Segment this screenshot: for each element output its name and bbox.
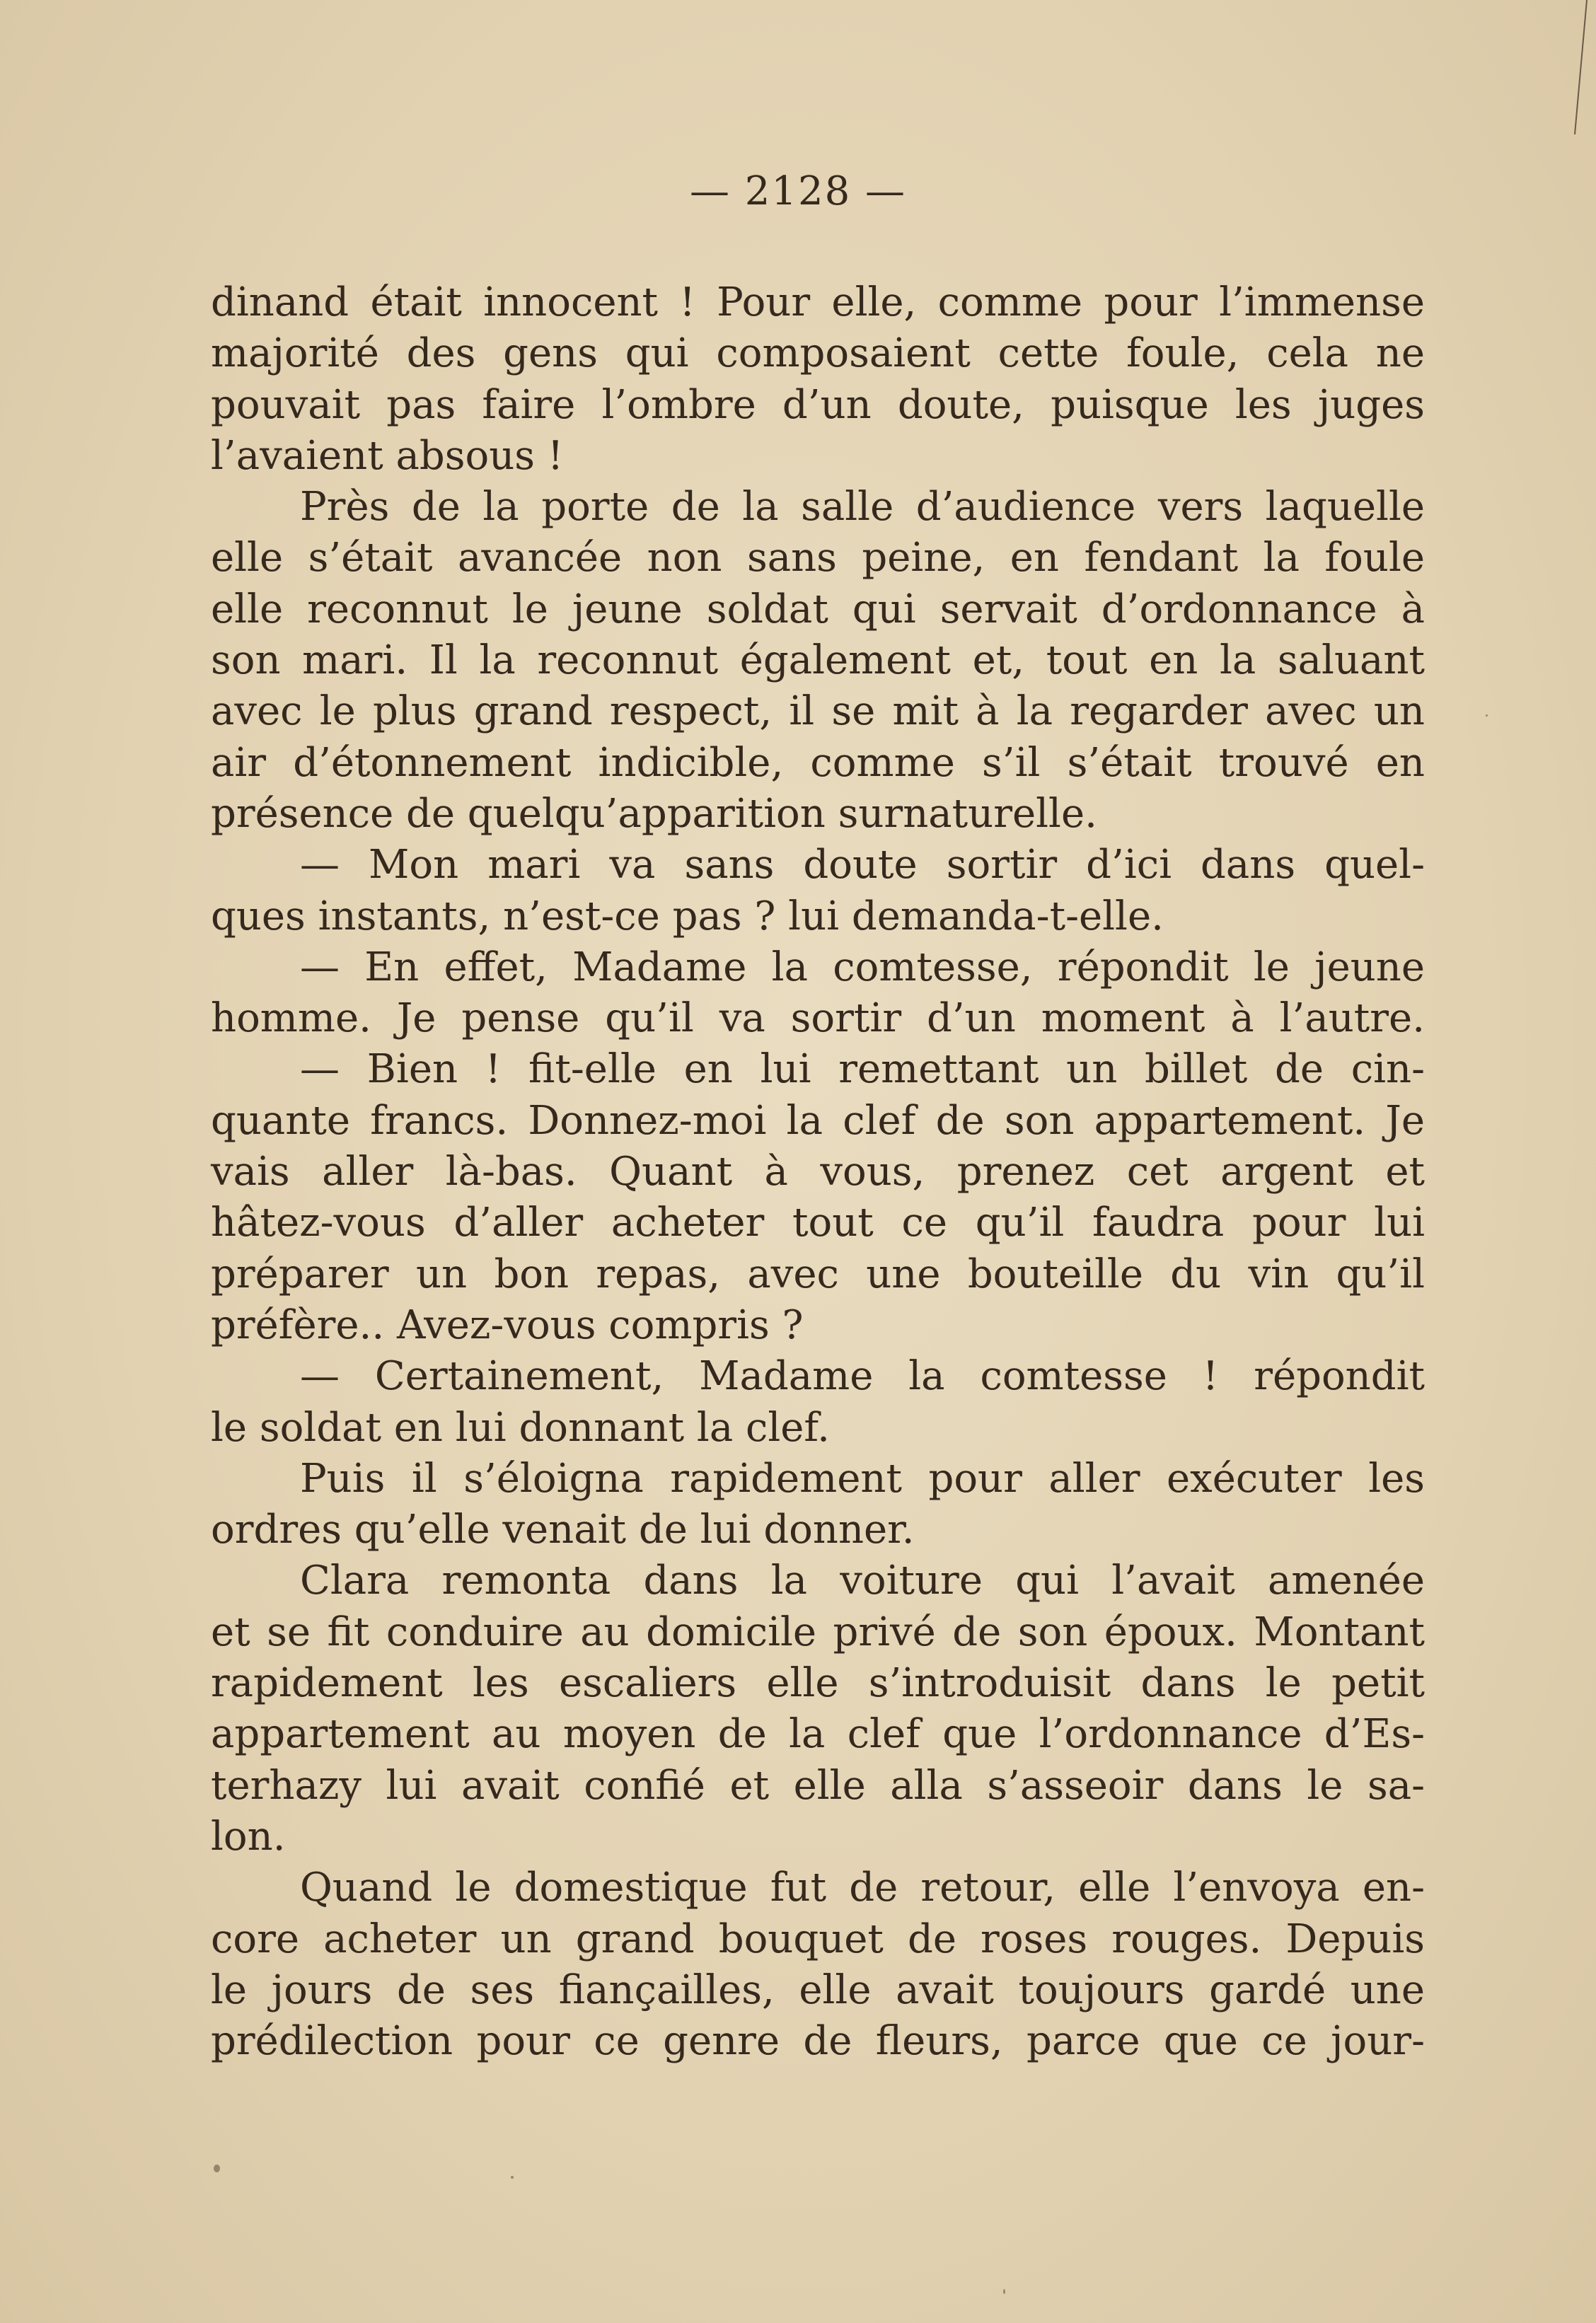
text-line: — Bien ! fit-elle en lui remettant un billet de cin- <box>300 1046 1425 1093</box>
text-line: dinand était innocent ! Pour elle, comme pour l’immense <box>211 279 1425 325</box>
page-edge-mark <box>1548 0 1590 141</box>
text-line: ordres qu’elle venait de lui donner. <box>211 1507 915 1553</box>
text-line: — En effet, Madame la comtesse, répondit le jeune <box>300 944 1425 990</box>
text-line: lon. <box>211 1813 286 1860</box>
text-line: appartement au moyen de la clef que l’ordonnance d’Es- <box>211 1711 1425 1758</box>
body-text <box>211 277 1425 2067</box>
page-number: — 2128 — <box>689 168 907 214</box>
text-line: elle s’était avancée non sans peine, en fendant la foule <box>211 535 1425 581</box>
paper-speck <box>214 2165 220 2172</box>
paper-speck <box>1486 714 1488 717</box>
text-line: le jours de ses fiançailles, elle avait toujours gardé une <box>211 1966 1425 2013</box>
text-line: Clara remonta dans la voiture qui l’avait amenée <box>300 1558 1425 1604</box>
text-line: l’avaient absous ! <box>211 432 564 479</box>
text-line: et se fit conduire au domicile privé de son époux. Montant <box>211 1609 1425 1655</box>
paper-speck <box>1003 2289 1005 2294</box>
text-line: Près de la porte de la salle d’audience vers laquelle <box>300 484 1425 531</box>
text-line: présence de quelqu’apparition surnaturelle. <box>211 790 1097 837</box>
text-line: — Mon mari va sans doute sortir d’ici dans quel- <box>300 842 1425 888</box>
text-line: core acheter un grand bouquet de roses rouges. Depuis <box>211 1916 1425 1962</box>
text-line: ques instants, n’est-ce pas ? lui demanda-t-elle. <box>211 893 1164 939</box>
text-line: elle reconnut le jeune soldat qui servait d’ordonnance à <box>211 586 1425 632</box>
text-line: Puis il s’éloigna rapidement pour aller exécuter les <box>300 1455 1425 1502</box>
text-line: terhazy lui avait confié et elle alla s’asseoir dans le sa- <box>211 1762 1425 1809</box>
text-line: avec le plus grand respect, il se mit à la regarder avec un <box>211 688 1425 735</box>
text-line: pouvait pas faire l’ombre d’un doute, puisque les juges <box>211 381 1425 428</box>
text-line: prédilection pour ce genre de fleurs, parce que ce jour- <box>211 2018 1425 2065</box>
text-line: son mari. Il la reconnut également et, tout en la saluant <box>211 637 1425 684</box>
text-line: rapidement les escaliers elle s’introduisit dans le petit <box>211 1660 1425 1707</box>
text-line: — Certainement, Madame la comtesse ! répondit <box>300 1353 1425 1400</box>
paper-speck <box>511 2176 514 2179</box>
text-line: homme. Je pense qu’il va sortir d’un moment à l’autre. <box>211 995 1425 1042</box>
text-line: vais aller là-bas. Quant à vous, prenez cet argent et <box>211 1149 1425 1195</box>
text-line: Quand le domestique fut de retour, elle l’envoya en- <box>300 1865 1425 1911</box>
text-line: préfère.. Avez-vous compris ? <box>211 1302 804 1348</box>
text-line: majorité des gens qui composaient cette foule, cela ne <box>211 330 1425 377</box>
text-line: quante francs. Donnez-moi la clef de son appartement. Je <box>211 1097 1425 1144</box>
text-line: préparer un bon repas, avec une bouteille du vin qu’il <box>211 1251 1425 1297</box>
text-line: le soldat en lui donnant la clef. <box>211 1404 830 1451</box>
text-line: hâtez-vous d’aller acheter tout ce qu’il faudra pour lui <box>211 1200 1425 1246</box>
text-line: air d’étonnement indicible, comme s’il s’était trouvé en <box>211 739 1425 786</box>
